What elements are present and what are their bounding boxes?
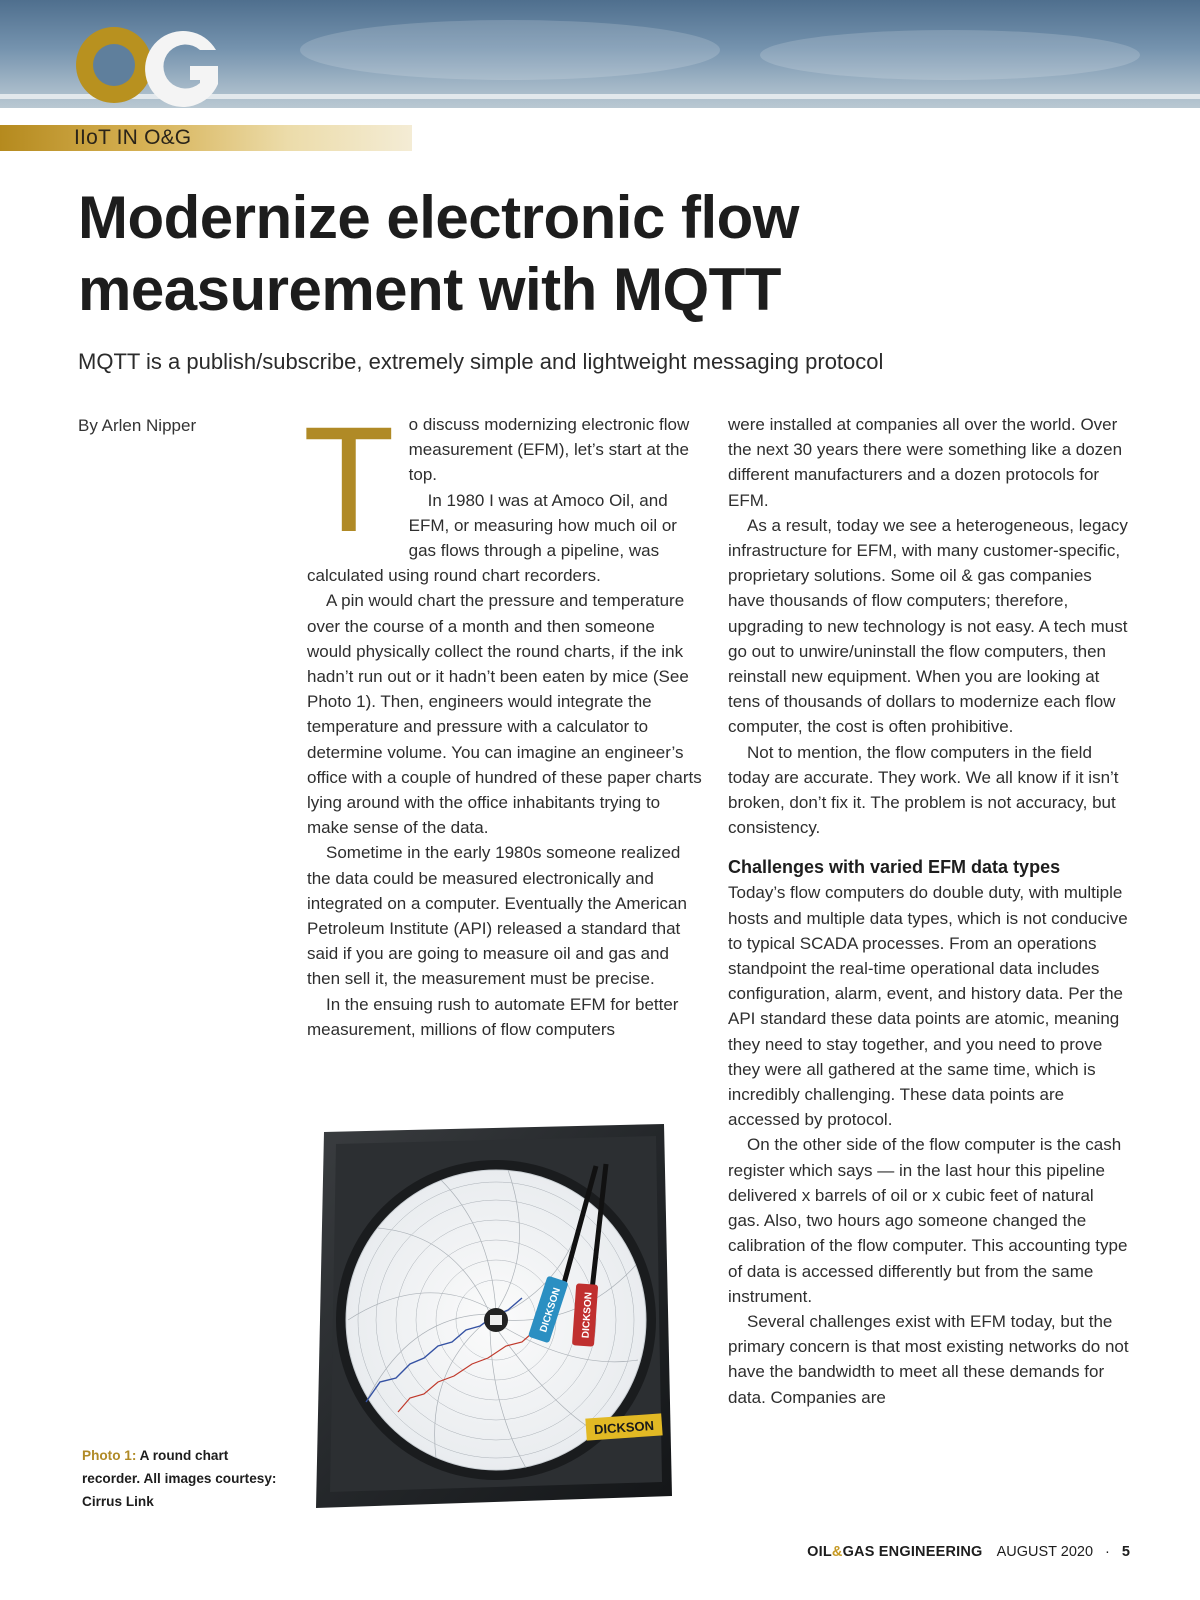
photo-caption [82,1444,287,1513]
section-label: IIoT IN O&G [74,126,192,149]
banner-cloud [300,20,720,80]
article-title: Modernize electronic flow measurement with MQTT [78,184,799,323]
body-column-1 [303,395,703,1042]
subheading: Challenges with varied EFM data types [728,857,1061,878]
publication-ampersand: & [831,1544,843,1560]
article-deck: MQTT is a publish/subscribe, extremely simple and lightweight messaging protocol [78,349,884,374]
page-footer [807,1544,1130,1560]
body-column-2 [728,412,1130,1410]
paragraph: In 1980 I was at Amoco Oil, and EFM, or measuring how much oil or gas flows through a pipeline, was calculated using round chart recorders. [307,490,677,586]
paragraph: On the other side of the flow computer is the cash register which says — in the last hour this pipeline delivered x barrels of oil or x cubic feet of natural gas. Also, two hours ago someone changed the calibration of the flow computer. This accounting type of data is accessed differently but from the same instrument. [728,1135,1128,1306]
publication-name-part: OIL [807,1544,832,1560]
recorder-brand-label: DICKSON [593,1417,655,1438]
paragraph: In the ensuing rush to automate EFM for better measurement, millions of flow computers [307,994,679,1039]
caption-label: Photo 1: [82,1448,137,1463]
footer-separator: · [1105,1544,1110,1560]
publication-name-part: GAS ENGINEERING [842,1544,983,1560]
issue-date: AUGUST 2020 [996,1544,1094,1560]
banner-cloud [760,30,1140,80]
byline: By Arlen Nipper [78,416,197,435]
paragraph: o discuss modernizing electronic flow measurement (EFM), let’s start at the top. [408,415,690,485]
paragraph: Today’s flow computers do double duty, with multiple hosts and multiple data types, which is not conducive to typical SCADA processes. From an operations standpoint the real-time operational data includes configuration, alarm, event, and history data. Per the API standard these data points are atomic, meaning they need to stay together, and you need to prove they were all gathered at the same time, which is incredibly challenging. These data points are accessed by protocol. [728,883,1128,1130]
photo-chart-recorder [306,1120,680,1508]
page-number: 5 [1121,1544,1130,1560]
og-logo [66,10,246,110]
paragraph: were installed at companies all over the world. Over the next 30 years there were something like a dozen different manufacturers and a dozen protocols for EFM. [728,415,1123,510]
paragraph: Several challenges exist with EFM today, but the primary concern is that most existing networks do not have the bandwidth to meet all these demands for data. Companies are [728,1311,1129,1407]
section-bar [0,125,412,151]
paragraph: As a result, today we see a heterogeneous, legacy infrastructure for EFM, with many customer-specific, proprietary solutions. Some oil & gas companies have thousands of flow computers; therefore, upgrading to new technology is not easy. A tech must go out to unwire/uninstall the flow computers, then reinstall new equipment. When you are looking at tens of thousands of dollars to modernize each flow computer, the cost is often prohibitive. [728,515,1128,737]
paragraph: Sometime in the early 1980s someone realized the data could be measured electronically and integrated on a computer. Eventually the American Petroleum Institute (API) released a standard that said if you are going to measure oil and gas and then sell it, the measurement must be precise. [307,843,687,989]
publication-name [807,1544,982,1560]
paragraph: A pin would chart the pressure and temperature over the course of a month and then someone would physically collect the round charts, if the ink hadn’t run out or it hadn’t been eaten by mice (See Photo 1). Then, engineers would integrate the temperature and pressure with a calculator to determine volume. You can imagine an engineer’s office with a couple of hundred of these paper charts lying around with the office inhabitants trying to make sense of the data. [307,591,702,838]
paragraph: Not to mention, the flow computers in the field today are accurate. They work. We all know if it isn’t broken, don’t fix it. The problem is not accuracy, but consistency. [728,742,1119,838]
pen-label-red: DICKSON [580,1291,595,1339]
pen-label-blue: DICKSON [538,1286,564,1334]
caption-text: A round chart recorder. All images courtesy: Cirrus Link [82,1448,277,1509]
header-banner [0,0,1200,108]
drop-cap: T [303,395,395,563]
